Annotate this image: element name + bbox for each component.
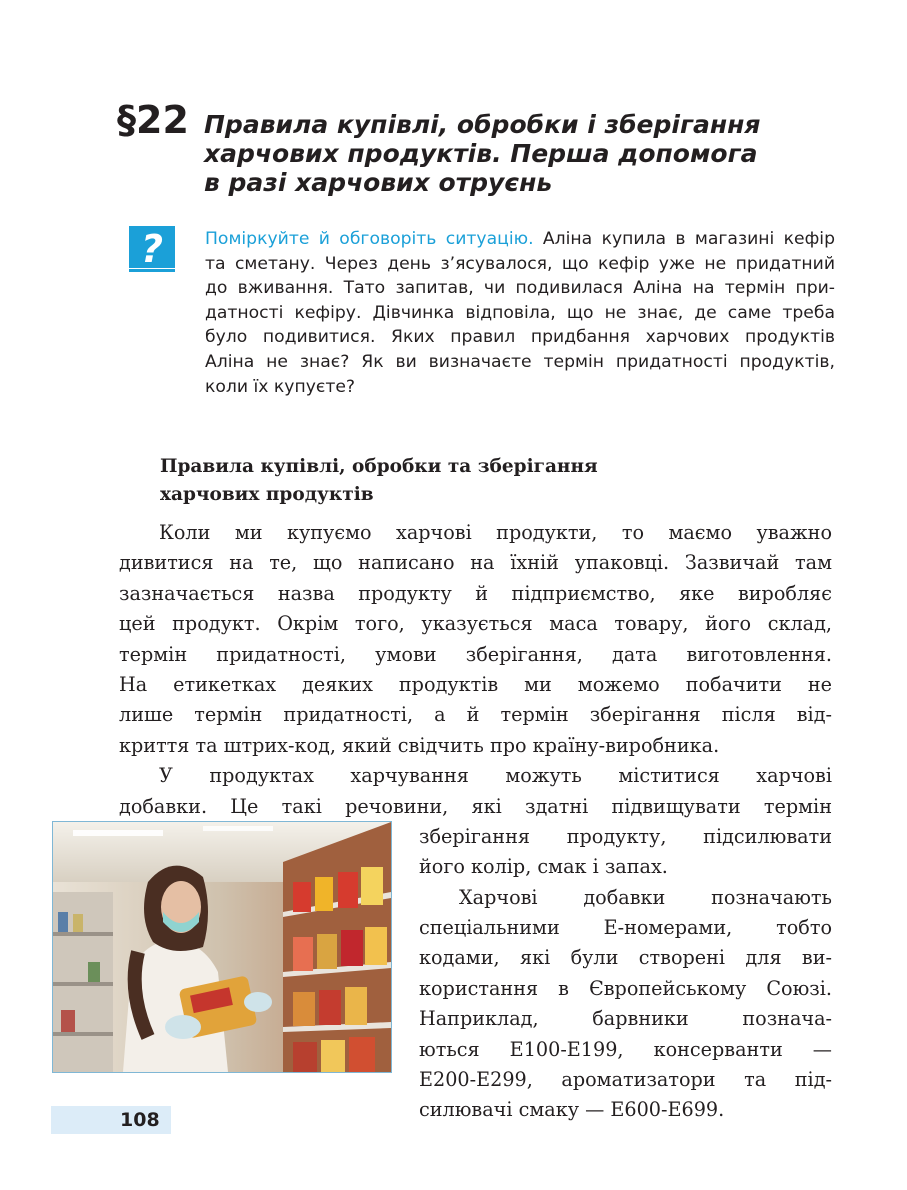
- chapter-title-line: в разі харчових отруєнь: [204, 168, 553, 197]
- body-line: цей продукт. Окрім того, указується маса товару, його склад,: [119, 612, 832, 636]
- section-heading: [160, 453, 760, 509]
- body-line: спеціальними Е-номерами, тобто: [419, 916, 832, 940]
- question-text: Аліна купила в магазині кефір: [533, 229, 835, 249]
- question-mark-icon: [129, 226, 175, 272]
- page-number: 108: [120, 1109, 160, 1131]
- question-line: Аліна не знає? Як ви визначаєте термін придатності продуктів,: [205, 351, 835, 372]
- section-heading-line: Правила купівлі, обробки та зберігання: [160, 456, 598, 477]
- body-line: кодами, які були створені для ви-: [419, 946, 832, 970]
- chapter-title: [204, 110, 844, 197]
- body-line: Е200-Е299, ароматизатори та під-: [419, 1068, 832, 1092]
- body-line: На етикетках деяких продуктів ми можемо побачити не: [119, 672, 832, 696]
- question-line: до вживання. Тато запитав, чи подивилася Аліна на термін при-: [205, 278, 835, 299]
- question-line: датності кефіру. Дівчинка відповіла, що не знає, де саме треба: [205, 302, 835, 323]
- body-line: Коли ми купуємо харчові продукти, то маємо уважно: [159, 521, 832, 544]
- question-line: [205, 227, 835, 252]
- chapter-title-line: Правила купівлі, обробки і зберігання: [204, 110, 761, 139]
- body-line: Наприклад, барвники познача-: [419, 1007, 832, 1031]
- body-line: дивитися на те, що написано на їхній упаковці. Зазвичай там: [119, 551, 832, 575]
- svg-text:?: ?: [140, 227, 164, 271]
- question-prompt: Поміркуйте й обговоріть ситуацію.: [205, 229, 534, 249]
- question-line: було подивитися. Яких правил придбання харчових продуктів: [205, 327, 835, 348]
- shopper-photo: [52, 821, 392, 1073]
- question-line: та сметану. Через день з’ясувалося, що кефір уже не придатний: [205, 253, 835, 274]
- discussion-question: [205, 227, 835, 399]
- body-line: зазначається назва продукту й підприємство, яке виробляє: [119, 581, 832, 605]
- body-line: У продуктах харчування можуть міститися харчові: [159, 764, 832, 788]
- body-line: зберігання продукту, підсилювати: [419, 824, 832, 848]
- section-heading-line: харчових продуктів: [160, 484, 374, 505]
- body-line: Харчові добавки позначають: [459, 885, 832, 909]
- body-line: ються Е100-Е199, консерванти —: [419, 1037, 832, 1061]
- body-line: користання в Європейському Союзі.: [419, 976, 832, 1000]
- body-line: його колір, смак і запах.: [419, 855, 668, 879]
- body-line: криття та штрих-код, який свідчить про країну-виробника.: [119, 733, 720, 757]
- body-line: силювачі смаку — Е600-Е699.: [419, 1098, 725, 1122]
- paragraph-number: §22: [117, 98, 189, 142]
- body-line: термін придатності, умови зберігання, дата виготовлення.: [119, 642, 832, 666]
- chapter-title-line: харчових продуктів. Перша допомога: [204, 139, 758, 168]
- body-line: добавки. Це такі речовини, які здатні підвищувати термін: [119, 794, 832, 818]
- body-line: лише термін придатності, а й термін зберігання після від-: [119, 703, 832, 727]
- question-line: коли їх купуєте?: [205, 376, 356, 397]
